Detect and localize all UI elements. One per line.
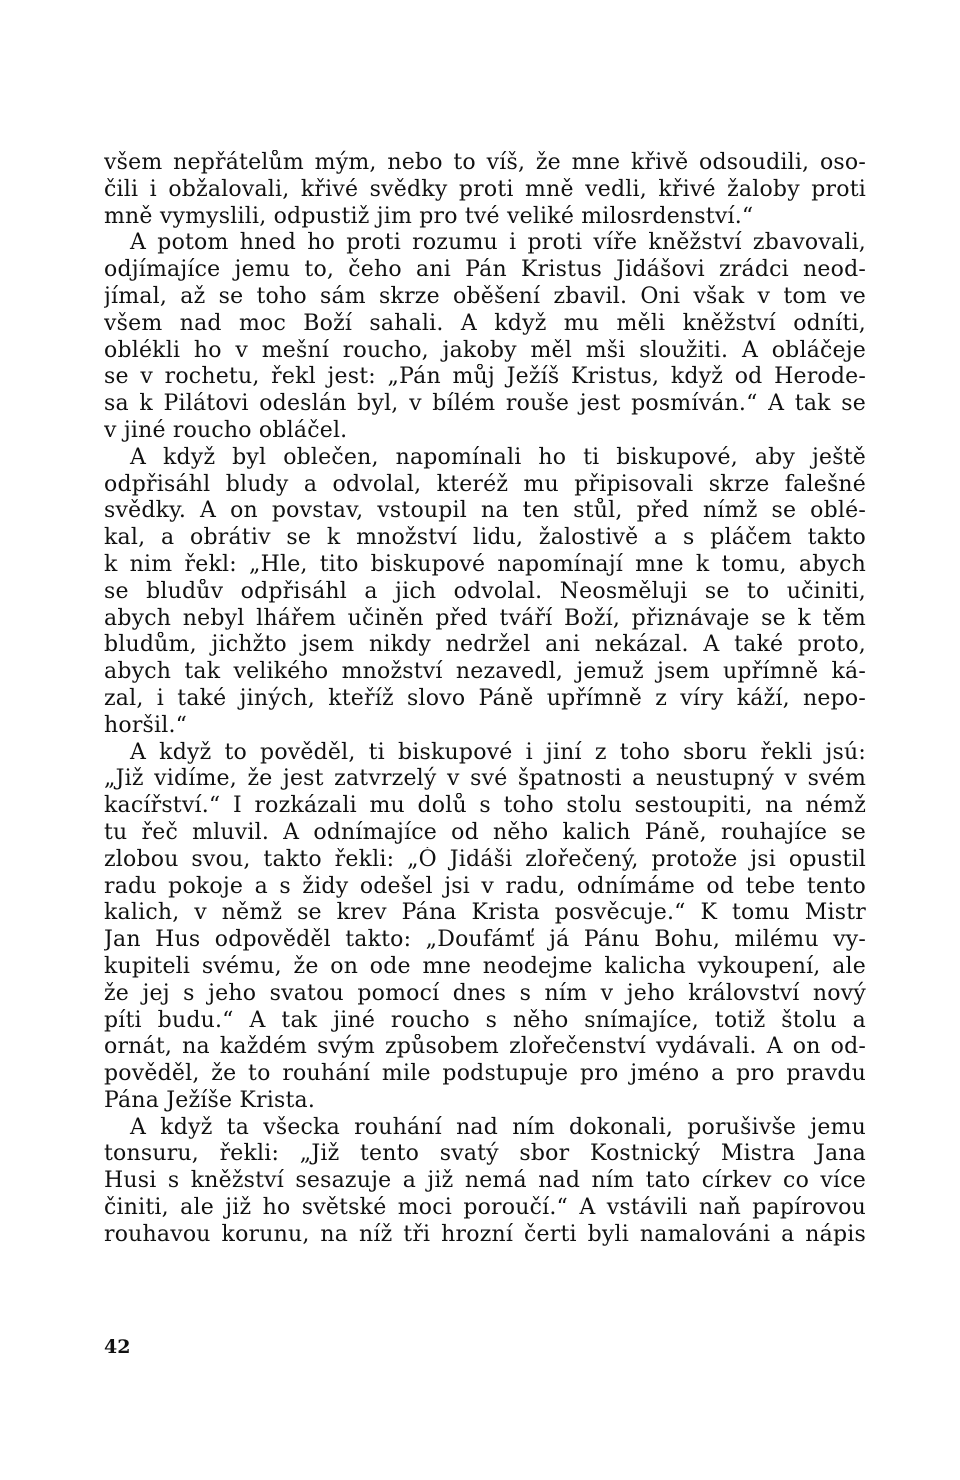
text-line: jímal, až se toho sám skrze oběšení zbavil. Oni však v tom ve bbox=[104, 283, 866, 309]
text-line: Husi s kněžství sesazuje a již nemá nad ním tato církev co více bbox=[104, 1168, 866, 1194]
text-line: odpřisáhl bludy a odvolal, kteréž mu připisovali skrze falešné bbox=[104, 471, 866, 497]
text-line: čili i obžalovali, křivé svědky proti mně vedli, křivé žaloby proti bbox=[104, 176, 866, 202]
text-line: kal, a obrátiv se k množství lidu, žalostivě a s pláčem takto bbox=[104, 525, 866, 551]
text-line: horšil.“ bbox=[104, 712, 188, 738]
text-line: činiti, ale již ho světské moci poroučí.“ A vstávili naň papírovou bbox=[104, 1195, 866, 1221]
text-line: odjímajíce jemu to, čeho ani Pán Kristus Jidášovi zrádci neod- bbox=[104, 257, 866, 283]
page-number: 42 bbox=[104, 1336, 131, 1358]
text-line: se v rochetu, řekl jest: „Pán můj Ježíš Kristus, když od Herode- bbox=[104, 364, 866, 390]
text-line: píti budu.“ A tak jiné roucho s něho snímajíce, totiž štolu a bbox=[104, 1007, 866, 1033]
text-line: zal, i také jiných, kteříž slovo Páně upřímně z víry káží, nepo- bbox=[104, 685, 866, 711]
text-line: A když to pověděl, ti biskupové i jiní z toho sboru řekli jsú: bbox=[130, 739, 866, 765]
text-line: A potom hned ho proti rozumu i proti víře kněžství zbavovali, bbox=[130, 230, 866, 256]
text-line: v jiné roucho obláčel. bbox=[104, 417, 348, 443]
text-line: A když byl oblečen, napomínali ho ti biskupové, aby ještě bbox=[130, 444, 866, 470]
text-line: oblékli ho v mešní roucho, jakoby měl mši sloužiti. A obláčeje bbox=[104, 337, 866, 363]
text-line: svědky. A on povstav, vstoupil na ten stůl, před nímž se oblé- bbox=[104, 498, 866, 524]
text-line: kalich, v němž se krev Pána Krista posvěcuje.“ K tomu Mistr bbox=[104, 900, 866, 926]
text-line: že jej s jeho svatou pomocí dnes s ním v jeho království nový bbox=[104, 980, 866, 1006]
text-line: zlobou svou, takto řekli: „Ó Jidáši zlořečený, protože jsi opustil bbox=[104, 846, 866, 872]
text-line: všem nad moc Boží sahali. A když mu měli kněžství odníti, bbox=[104, 310, 866, 336]
text-line: všem nepřátelům mým, nebo to víš, že mne křivě odsoudili, oso- bbox=[104, 150, 866, 175]
text-line: A když ta všecka rouhání nad ním dokonali, porušivše jemu bbox=[130, 1114, 866, 1140]
text-line: k nim řekl: „Hle, tito biskupové napomínají mne k tomu, abych bbox=[104, 551, 866, 577]
text-line: bludům, jichžto jsem nikdy nedržel ani nekázal. A také proto, bbox=[104, 632, 866, 658]
text-line: abych nebyl lhářem učiněn před tváří Boží, přiznávaje se k těm bbox=[104, 605, 866, 631]
text-line: mně vymyslili, odpustiž jim pro tvé veliké milosrdenství.“ bbox=[104, 203, 754, 229]
text-line: „Již vidíme, že jest zatvrzelý v své špatnosti a neustupný v svém bbox=[104, 766, 866, 792]
text-line: ornát, na každém svým způsobem zlořečenství vydávali. A on od- bbox=[104, 1034, 866, 1060]
text-line: radu pokoje a s židy odešel jsi v radu, odnímáme od tebe tento bbox=[104, 873, 866, 899]
text-line: kacířství.“ I rozkázali mu dolů s toho stolu sestoupiti, na némž bbox=[104, 793, 866, 819]
text-line: kupiteli svému, že on ode mne neodejme kalicha vykoupení, ale bbox=[104, 953, 866, 979]
text-line: tu řeč mluvil. A odnímajíce od něho kalich Páně, rouhajíce se bbox=[104, 819, 866, 845]
text-line: rouhavou korunu, na níž tři hrozní čerti byli namalováni a nápis bbox=[104, 1221, 866, 1247]
text-line: pověděl, že to rouhání mile podstupuje pro jméno a pro pravdu bbox=[104, 1061, 866, 1087]
text-line: abych tak velikého množství nezavedl, jemuž jsem upřímně ká- bbox=[104, 659, 866, 685]
text-line: se bludův odpřisáhl a jich odvolal. Neosměluji se to učiniti, bbox=[104, 578, 866, 604]
text-line: Jan Hus odpověděl takto: „Doufámť já Pánu Bohu, milému vy- bbox=[104, 927, 866, 953]
body-text bbox=[104, 150, 866, 1249]
text-line: tonsuru, řekli: „Již tento svatý sbor Kostnický Mistra Jana bbox=[104, 1141, 866, 1167]
text-line: sa k Pilátovi odeslán byl, v bílém rouše jest posmíván.“ A tak se bbox=[104, 391, 866, 417]
text-line: Pána Ježíše Krista. bbox=[104, 1087, 316, 1113]
